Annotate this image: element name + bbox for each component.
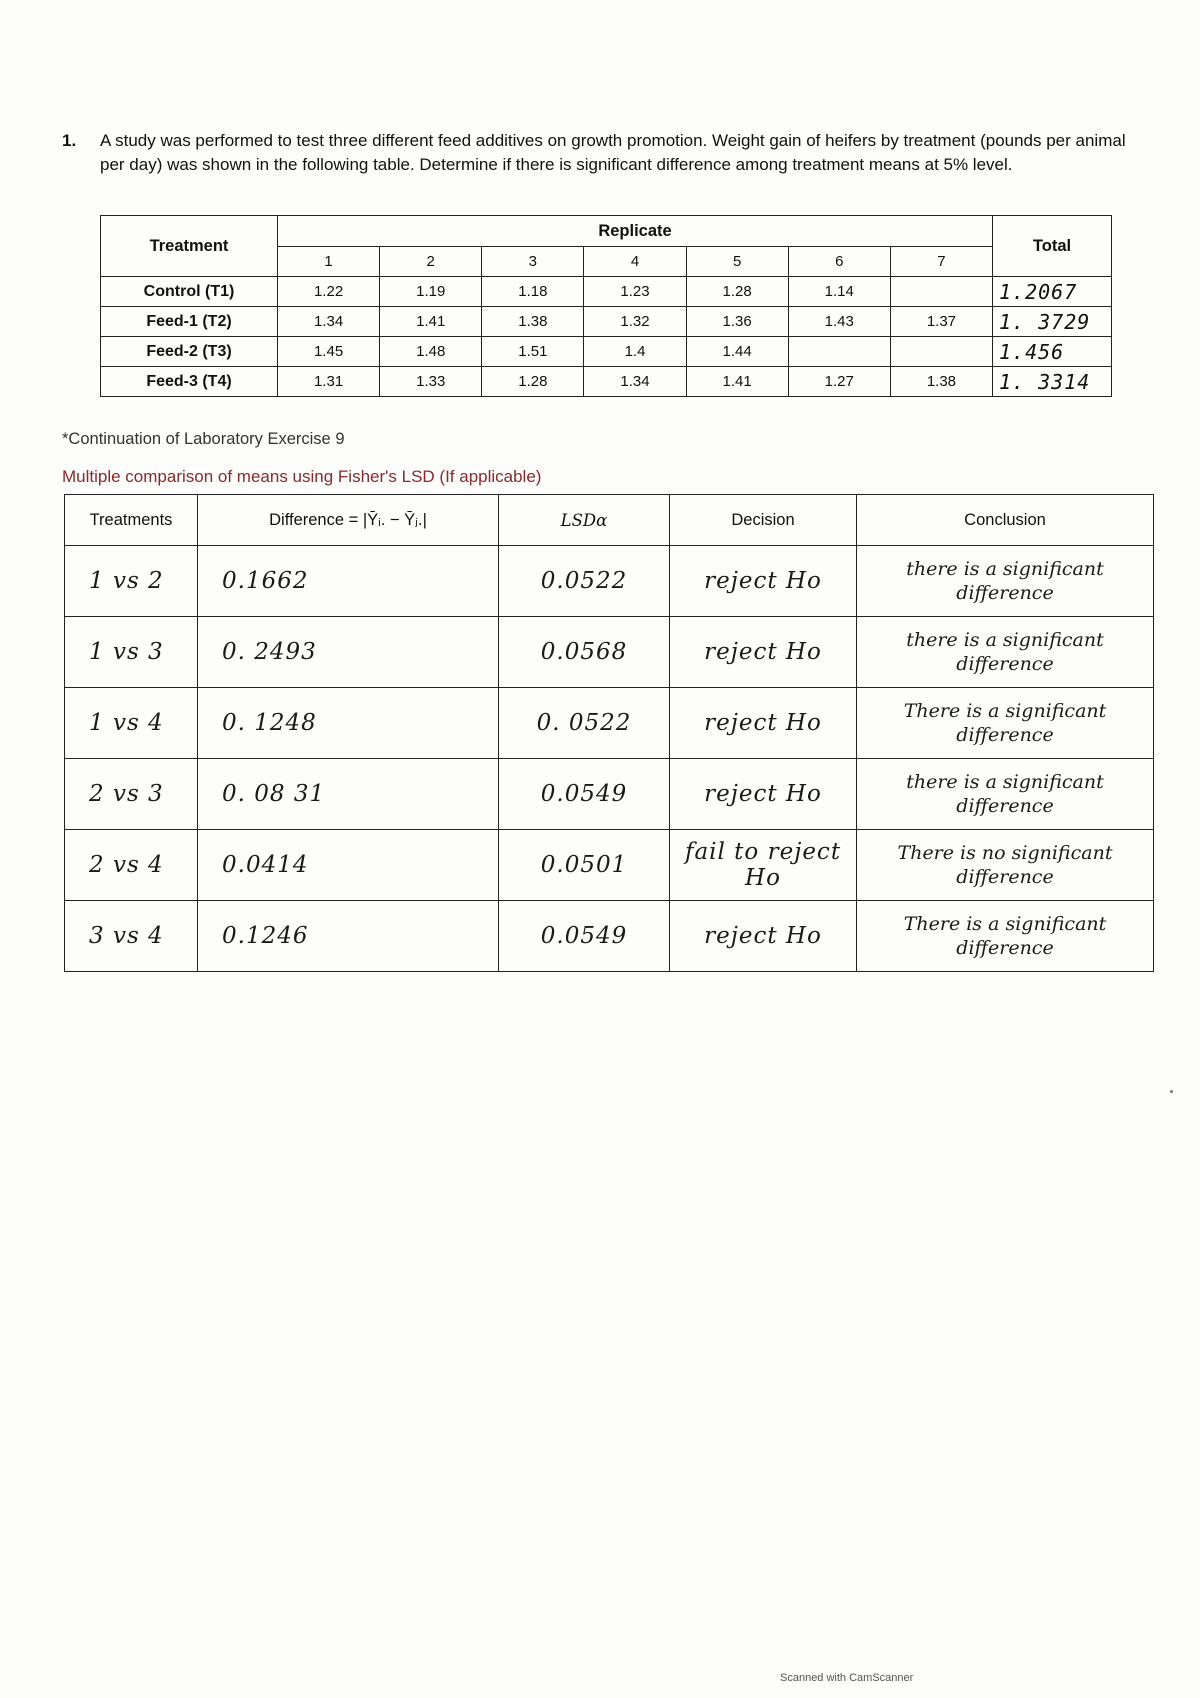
- replicate-value: 1.23: [584, 277, 686, 307]
- conclusion-value: There is no significant difference: [857, 830, 1154, 901]
- comparison-pair: 1 vs 2: [65, 546, 198, 617]
- problem-text: A study was performed to test three different feed additives on growth promotion. Weight gain of heifers by treatment (pounds per animal per day) was shown in the following table. Determine if there is significant difference among treatment means at 5% level.: [100, 131, 1126, 174]
- replicate-number: 2: [380, 247, 482, 277]
- treatment-name: Feed-1 (T2): [101, 307, 278, 337]
- treatment-total: 1. 3729: [993, 307, 1112, 337]
- lsd-value: 0. 0522: [499, 688, 670, 759]
- replicate-value: 1.37: [890, 307, 992, 337]
- replicate-value: 1.14: [788, 277, 890, 307]
- decision-value: reject Ho: [670, 688, 857, 759]
- treatment-row: [101, 307, 1112, 337]
- conclusion-header: Conclusion: [857, 495, 1154, 546]
- lsd-value: 0.0522: [499, 546, 670, 617]
- mean-difference: 0.1246: [198, 901, 499, 972]
- decision-value: reject Ho: [670, 901, 857, 972]
- lsd-value: 0.0549: [499, 901, 670, 972]
- problem-number: 1.: [62, 131, 77, 150]
- replicate-value: [890, 277, 992, 307]
- replicate-value: 1.4: [584, 337, 686, 367]
- replicate-value: 1.41: [380, 307, 482, 337]
- conclusion-value: there is a significant difference: [857, 759, 1154, 830]
- replicate-value: 1.44: [686, 337, 788, 367]
- treatment-total: 1.456: [993, 337, 1112, 367]
- replicate-value: 1.34: [584, 367, 686, 397]
- replicate-number: 1: [278, 247, 380, 277]
- treatment-name: Control (T1): [101, 277, 278, 307]
- lsd-value: 0.0549: [499, 759, 670, 830]
- difference-header: Difference = |Ȳᵢ. − Ȳⱼ.|: [198, 495, 499, 546]
- treatment-row: [101, 337, 1112, 367]
- decision-value: fail to reject Ho: [670, 830, 857, 901]
- replicate-number: 7: [890, 247, 992, 277]
- comparison-pair: 3 vs 4: [65, 901, 198, 972]
- conclusion-value: there is a significant difference: [857, 546, 1154, 617]
- replicate-value: [788, 337, 890, 367]
- treatment-row: [101, 277, 1112, 307]
- conclusion-value: There is a significant difference: [857, 901, 1154, 972]
- mean-difference: 0.0414: [198, 830, 499, 901]
- decision-header: Decision: [670, 495, 857, 546]
- comparison-pair: 2 vs 4: [65, 830, 198, 901]
- replicate-value: 1.18: [482, 277, 584, 307]
- replicate-value: 1.38: [890, 367, 992, 397]
- replicate-value: 1.34: [278, 307, 380, 337]
- lsd-header: LSDα: [499, 495, 670, 546]
- replicate-value: 1.41: [686, 367, 788, 397]
- replicate-value: 1.45: [278, 337, 380, 367]
- lsd-value: 0.0501: [499, 830, 670, 901]
- replicate-value: 1.28: [482, 367, 584, 397]
- comparison-row: [65, 546, 1154, 617]
- total-header: Total: [993, 216, 1112, 277]
- replicate-value: 1.48: [380, 337, 482, 367]
- problem-statement: [62, 129, 1142, 177]
- replicate-number: 6: [788, 247, 890, 277]
- mean-difference: 0. 2493: [198, 617, 499, 688]
- replicate-value: 1.36: [686, 307, 788, 337]
- replicate-number: 5: [686, 247, 788, 277]
- lsd-section-title: Multiple comparison of means using Fisher's LSD (If applicable): [62, 467, 542, 486]
- replicate-value: 1.27: [788, 367, 890, 397]
- scan-speck: [1170, 1090, 1173, 1093]
- replicate-value: 1.22: [278, 277, 380, 307]
- replicate-value: [890, 337, 992, 367]
- continuation-note: *Continuation of Laboratory Exercise 9: [62, 430, 345, 448]
- replicate-value: 1.19: [380, 277, 482, 307]
- decision-value: reject Ho: [670, 546, 857, 617]
- comparison-row: [65, 759, 1154, 830]
- decision-value: reject Ho: [670, 617, 857, 688]
- replicate-value: 1.43: [788, 307, 890, 337]
- replicate-value: 1.31: [278, 367, 380, 397]
- treatment-total: 1.2067: [993, 277, 1112, 307]
- lsd-value: 0.0568: [499, 617, 670, 688]
- replicate-value: 1.28: [686, 277, 788, 307]
- replicate-number: 3: [482, 247, 584, 277]
- mean-difference: 0.1662: [198, 546, 499, 617]
- treatment-header: Treatment: [101, 216, 278, 277]
- treatment-name: Feed-3 (T4): [101, 367, 278, 397]
- replicate-number: 4: [584, 247, 686, 277]
- treatment-total: 1. 3314: [993, 367, 1112, 397]
- replicate-value: 1.51: [482, 337, 584, 367]
- treatments-header: Treatments: [65, 495, 198, 546]
- weight-gain-table: [100, 215, 1112, 397]
- comparison-pair: 1 vs 4: [65, 688, 198, 759]
- comparison-pair: 2 vs 3: [65, 759, 198, 830]
- decision-value: reject Ho: [670, 759, 857, 830]
- scanner-watermark: Scanned with CamScanner: [780, 1672, 914, 1684]
- comparison-row: [65, 830, 1154, 901]
- treatment-name: Feed-2 (T3): [101, 337, 278, 367]
- comparison-pair: 1 vs 3: [65, 617, 198, 688]
- replicate-value: 1.32: [584, 307, 686, 337]
- mean-difference: 0. 08 31: [198, 759, 499, 830]
- comparison-row: [65, 901, 1154, 972]
- conclusion-value: there is a significant difference: [857, 617, 1154, 688]
- conclusion-value: There is a significant difference: [857, 688, 1154, 759]
- mean-difference: 0. 1248: [198, 688, 499, 759]
- replicate-value: 1.33: [380, 367, 482, 397]
- comparison-row: [65, 617, 1154, 688]
- replicate-header: Replicate: [278, 216, 993, 247]
- replicate-value: 1.38: [482, 307, 584, 337]
- lsd-comparison-table: [64, 494, 1154, 972]
- treatment-row: [101, 367, 1112, 397]
- comparison-row: [65, 688, 1154, 759]
